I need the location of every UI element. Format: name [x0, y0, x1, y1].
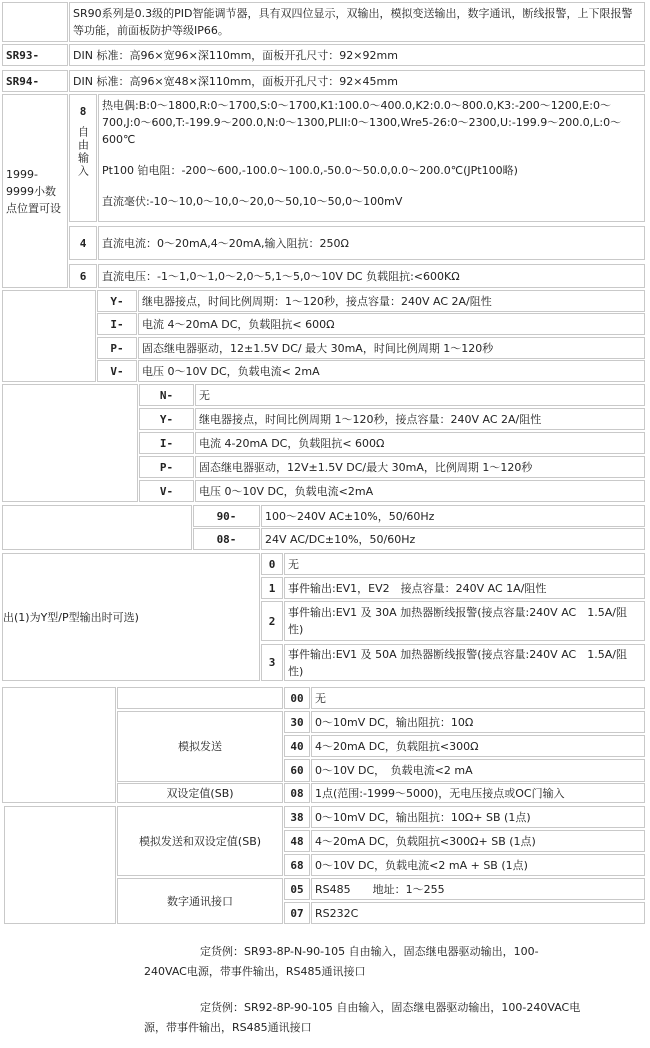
- option-code: 38: [284, 806, 310, 828]
- out2-desc: 无: [195, 384, 645, 406]
- event-code: 2: [261, 601, 283, 641]
- option-desc: 4～20mA DC，负载阻抗<300Ω: [311, 735, 645, 757]
- event-desc: 事件输出:EV1 及 30A 加热器断线报警(接点容量:240V AC 1.5A/阻性): [284, 601, 645, 641]
- options-blank-3: [4, 806, 116, 924]
- out2-code: V-: [139, 480, 194, 502]
- out2-code: I-: [139, 432, 194, 454]
- input-code: 4: [69, 226, 97, 260]
- analog-sb-label: 模拟发送和双设定值(SB): [117, 806, 283, 876]
- out2-desc: 电压 0～10V DC，负载电流<2mA: [195, 480, 645, 502]
- option-code: 30: [284, 711, 310, 733]
- model-code: SR94-: [2, 70, 68, 92]
- out2-code: N-: [139, 384, 194, 406]
- option-desc: 0～10V DC，负载电流<2 mA + SB (1点): [311, 854, 645, 876]
- free-input-desc: [98, 94, 645, 222]
- event-code: 1: [261, 577, 283, 599]
- power-code: 08-: [193, 528, 260, 550]
- model-desc: DIN 标准：高96×宽48×深110mm，面板开孔尺寸：92×45mm: [69, 70, 645, 92]
- option-code: 40: [284, 735, 310, 757]
- option-code: 48: [284, 830, 310, 852]
- options-blank-2: [117, 687, 283, 709]
- out1-blank: [2, 290, 96, 382]
- option-desc: 4～20mA DC，负载阻抗<300Ω+ SB (1点): [311, 830, 645, 852]
- option-desc: 0～10mV DC，输出阻抗：10Ω: [311, 711, 645, 733]
- rtd-text: Pt100 铂电阻：-200～600,-100.0～100.0,-50.0～50.0,0.0～200.0℃(JPt100略): [102, 164, 518, 177]
- out2-blank: [2, 384, 138, 502]
- sb-label: 双设定值(SB): [117, 783, 283, 803]
- analog-label: 模拟发送: [117, 711, 283, 782]
- option-code: 05: [284, 878, 310, 900]
- event-side-label: 出(1)为Y型/P型输出时可选): [2, 553, 260, 681]
- event-code: 0: [261, 553, 283, 575]
- power-blank: [2, 505, 192, 550]
- order-example: 定货例：SR93-8P-N-90-105 自由输入，固态继电器驱动输出，100-240VAC电源，带事件输出，RS485通讯接口: [144, 945, 539, 978]
- option-code: 07: [284, 902, 310, 924]
- event-desc: 无: [284, 553, 645, 575]
- out1-desc: 继电器接点，时间比例周期：1～120秒，接点容量：240V AC 2A/阻性: [138, 290, 645, 312]
- out1-code: I-: [97, 313, 137, 335]
- free-input-label: 自由输入: [76, 126, 90, 178]
- out2-code: P-: [139, 456, 194, 478]
- option-desc: 无: [311, 687, 645, 709]
- input-desc: 直流电流：0～20mA,4～20mA,输入阻抗：250Ω: [98, 226, 645, 260]
- input-desc: 直流电压：-1～1,0～1,0～2,0～5,1～5,0～10V DC 负载阻抗:<600KΩ: [98, 264, 645, 288]
- option-desc: RS485 地址：1～255: [311, 878, 645, 900]
- out1-code: P-: [97, 337, 137, 359]
- power-desc: 24V AC/DC±10%，50/60Hz: [261, 528, 645, 550]
- out2-desc: 继电器接点，时间比例周期 1～120秒，接点容量：240V AC 2A/阻性: [195, 408, 645, 430]
- mv-text: 直流毫伏:-10～10,0～10,0～20,0～50,10～50,0～100mV: [102, 195, 403, 208]
- input-side-label: 1999-9999小数点位置可设: [2, 94, 68, 288]
- event-desc: 事件输出:EV1，EV2 接点容量：240V AC 1A/阻性: [284, 577, 645, 599]
- option-code: 60: [284, 759, 310, 782]
- out1-desc: 电压 0～10V DC，负载电流< 2mA: [138, 360, 645, 382]
- option-code: 00: [284, 687, 310, 709]
- options-blank: [2, 687, 116, 803]
- power-code: 90-: [193, 505, 260, 527]
- thermocouple-text: 热电偶:B:0～1800,R:0～1700,S:0～1700,K1:100.0～400.0,K2:0.0～800.0,K3:-200～1200,E:0～700,J:0～600,T:-199.9～200.0,N:0～1300,PLII:0～1300,Wre5-26:0～2300,U:-199.9～200.0,L:0～600℃: [102, 99, 622, 146]
- option-desc: 1点(范围:-1999～5000)，无电压接点或OC门输入: [311, 783, 645, 803]
- event-desc: 事件输出:EV1 及 50A 加热器断线报警(接点容量:240V AC 1.5A/阻性): [284, 644, 645, 681]
- out2-desc: 电流 4-20mA DC，负载阻抗< 600Ω: [195, 432, 645, 454]
- comm-label: 数字通讯接口: [117, 878, 283, 924]
- event-code: 3: [261, 644, 283, 681]
- header-blank: [2, 2, 68, 42]
- out2-desc: 固态继电器驱动，12V±1.5V DC/最大 30mA，比例周期 1～120秒: [195, 456, 645, 478]
- out1-code: V-: [97, 360, 137, 382]
- intro-text: SR90系列是0.3级的PID智能调节器，具有双四位显示，双输出，模拟变送输出，数字通讯，断线报警，上下限报警等功能，前面板防护等级IP66。: [69, 2, 645, 42]
- out1-desc: 电流 4～20mA DC，负载阻抗< 600Ω: [138, 313, 645, 335]
- out1-desc: 固态继电器驱动，12±1.5V DC/ 最大 30mA，时间比例周期 1～120秒: [138, 337, 645, 359]
- power-desc: 100～240V AC±10%，50/60Hz: [261, 505, 645, 527]
- out1-code: Y-: [97, 290, 137, 312]
- option-desc: 0～10mV DC，输出阻抗：10Ω+ SB (1点): [311, 806, 645, 828]
- out2-code: Y-: [139, 408, 194, 430]
- free-input-key: [69, 94, 97, 222]
- free-input-code: 8: [79, 105, 87, 118]
- option-code: 68: [284, 854, 310, 876]
- option-code: 08: [284, 783, 310, 803]
- model-desc: DIN 标准：高96×宽96×深110mm，面板开孔尺寸：92×92mm: [69, 44, 645, 66]
- input-code: 6: [69, 264, 97, 288]
- model-code: SR93-: [2, 44, 68, 66]
- option-desc: 0～10V DC， 负载电流<2 mA: [311, 759, 645, 782]
- option-desc: RS232C: [311, 902, 645, 924]
- order-example: 定货例：SR92-8P-90-105 自由输入，固态继电器驱动输出，100-240VAC电源，带事件输出，RS485通讯接口: [144, 1001, 581, 1034]
